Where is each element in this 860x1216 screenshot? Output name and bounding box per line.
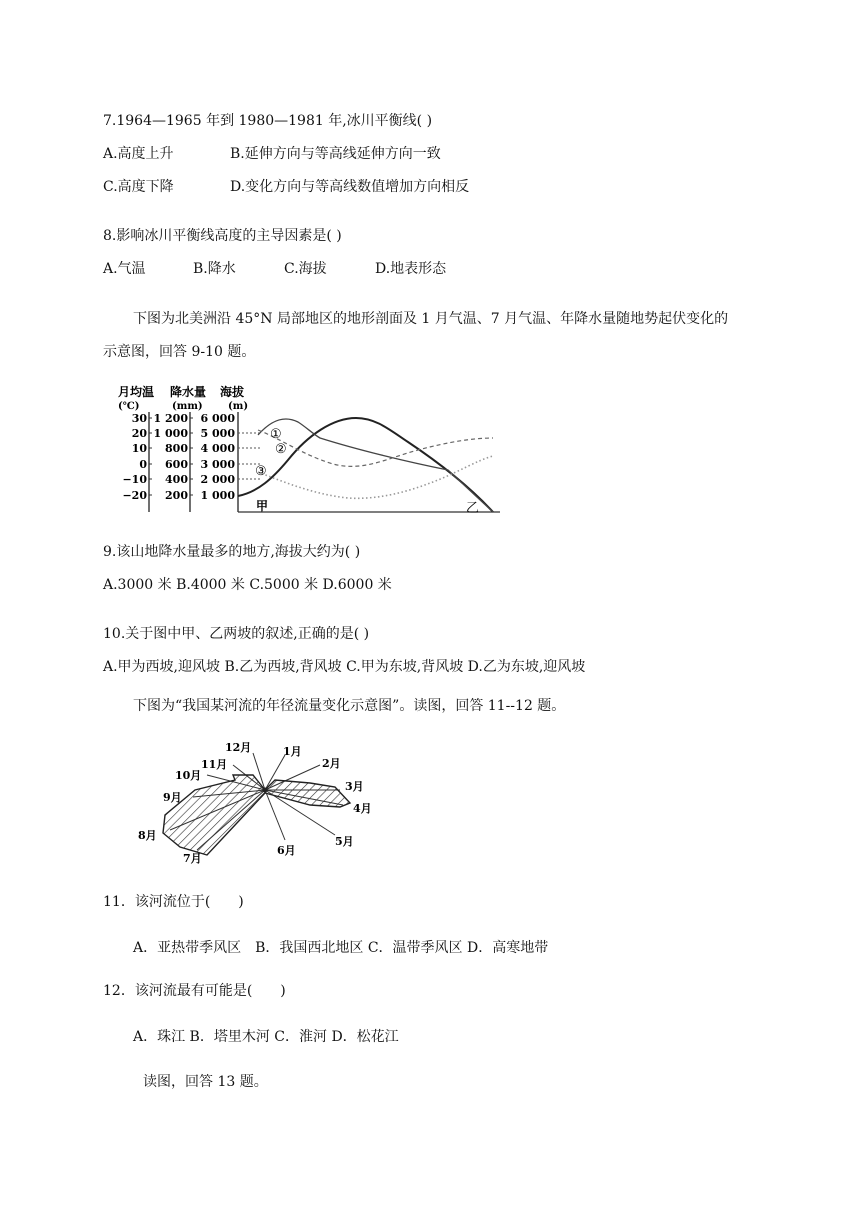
- precip-tick: 1 000: [153, 427, 188, 440]
- runoff-figure: [135, 735, 395, 870]
- intro-13: 读图，回答 13 题。: [143, 1074, 268, 1090]
- alt-tick: 2 000: [200, 473, 235, 486]
- intro-9-10-line2: 示意图，回答 9-10 题。: [103, 344, 256, 360]
- temp-tick: 10: [131, 442, 147, 455]
- label-yi: 乙: [466, 501, 480, 516]
- q11-options: A．亚热带季风区 B．我国西北地区 C．温带季风区 D．高寒地带: [133, 940, 549, 956]
- circle-label-1: ①: [270, 427, 282, 442]
- temp-tick: 20: [131, 427, 147, 440]
- precip-tick: 400: [165, 473, 188, 486]
- circle-label-3: ③: [255, 464, 267, 479]
- intro-11-12: 下图为“我国某河流的年径流量变化示意图”。读图，回答 11--12 题。: [133, 698, 566, 714]
- temp-tick: 30: [131, 412, 147, 425]
- q8-stem: 8.影响冰川平衡线高度的主导因素是( ): [103, 228, 342, 244]
- temp-tick: −10: [122, 473, 147, 486]
- q8-option-c: C.海拔: [284, 261, 327, 277]
- q10-options: A.甲为西坡,迎风坡 B.乙为西坡,背风坡 C.甲为东坡,背风坡 D.乙为东坡,迎风坡: [103, 659, 586, 675]
- header-alt: 海拔: [220, 385, 245, 399]
- month-label: 12月: [225, 741, 252, 754]
- q9-options: A.3000 米 B.4000 米 C.5000 米 D.6000 米: [103, 577, 392, 593]
- circle-label-2: ②: [275, 442, 287, 457]
- month-label: 6月: [277, 844, 296, 857]
- month-label: 7月: [183, 852, 202, 865]
- temp-tick: −20: [122, 489, 147, 502]
- month-label: 4月: [353, 802, 372, 815]
- label-jia: 甲: [256, 499, 269, 513]
- month-label: 3月: [345, 780, 364, 793]
- unit-temp: (℃): [118, 401, 140, 412]
- q10-stem: 10.关于图中甲、乙两坡的叙述,正确的是( ): [103, 626, 370, 642]
- month-label: 8月: [138, 829, 157, 842]
- month-label: 1月: [283, 745, 302, 758]
- month-label: 5月: [335, 835, 354, 848]
- precip-tick: 600: [165, 458, 188, 471]
- alt-tick: 4 000: [200, 442, 235, 455]
- precip-tick: 1 200: [153, 412, 188, 425]
- temp-tick: 0: [139, 458, 147, 471]
- precip-line: [258, 419, 493, 512]
- alt-tick: 1 000: [200, 489, 235, 502]
- center-point: [263, 788, 268, 793]
- q8-option-d: D.地表形态: [375, 261, 447, 277]
- unit-alt: (m): [228, 401, 249, 412]
- q12-stem: 12．该河流最有可能是( ): [103, 983, 286, 999]
- jan-temp-line: [258, 456, 493, 498]
- precip-tick: 800: [165, 442, 188, 455]
- alt-tick: 5 000: [200, 427, 235, 440]
- month-label: 10月: [175, 769, 202, 782]
- header-precip: 降水量: [170, 385, 207, 399]
- q8-option-b: B.降水: [193, 261, 236, 277]
- terrain-profile-figure: [108, 380, 508, 520]
- q8-option-a: A.气温: [103, 261, 146, 277]
- q7-option-b: B.延伸方向与等高线延伸方向一致: [230, 146, 441, 162]
- q9-stem: 9.该山地降水量最多的地方,海拔大约为( ): [103, 544, 361, 560]
- month-label: 11月: [201, 758, 228, 771]
- month-label: 9月: [163, 791, 182, 804]
- q7-option-a: A.高度上升: [103, 146, 174, 162]
- alt-tick: 3 000: [200, 458, 235, 471]
- q7-option-d: D.变化方向与等高线数值增加方向相反: [230, 179, 470, 195]
- intro-9-10-line1: 下图为北美洲沿 45°N 局部地区的地形剖面及 1 月气温、7 月气温、年降水量随地势起伏变化的: [133, 311, 729, 327]
- month-label: 2月: [322, 757, 341, 770]
- precip-tick: 200: [165, 489, 188, 502]
- unit-precip: (mm): [172, 401, 203, 412]
- july-temp-line: [258, 430, 493, 466]
- q7-option-c: C.高度下降: [103, 179, 174, 195]
- header-temp: 月均温: [118, 385, 155, 399]
- q11-stem: 11．该河流位于( ): [103, 894, 244, 910]
- alt-tick: 6 000: [200, 412, 235, 425]
- runoff-polygon: [163, 775, 350, 855]
- q12-options: A．珠江 B．塔里木河 C．淮河 D．松花江: [133, 1029, 399, 1045]
- q7-stem: 7.1964—1965 年到 1980—1981 年,冰川平衡线( ): [103, 113, 433, 129]
